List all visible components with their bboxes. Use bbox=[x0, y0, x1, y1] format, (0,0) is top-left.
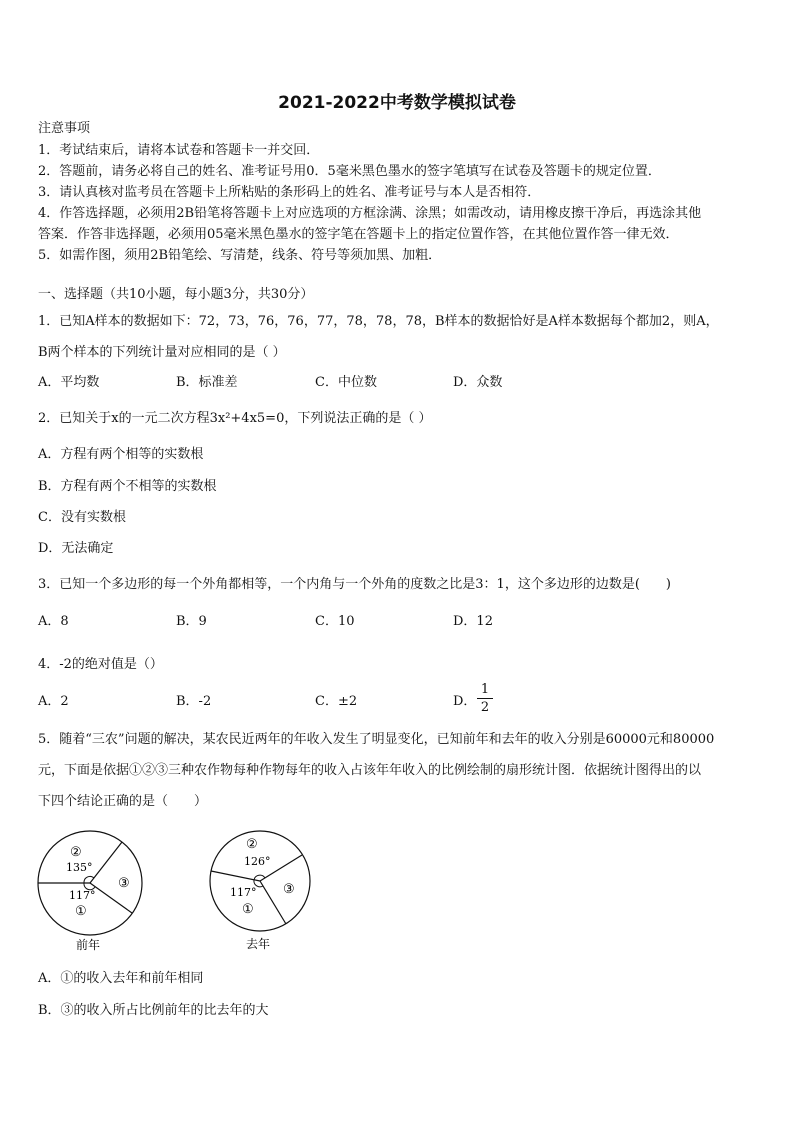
q5-option-b[interactable]: B．③的收入所占比例前年的比去年的大 bbox=[38, 1003, 269, 1018]
pie-chart-last-year bbox=[210, 831, 310, 951]
page-title: 2021-2022中考数学模拟试卷 bbox=[278, 93, 516, 113]
q4-option-d[interactable]: D． bbox=[453, 694, 477, 709]
slice-label-2: ② bbox=[70, 845, 82, 860]
q3-stem: 3．已知一个多边形的每一个外角都相等，一个内角与一个外角的度数之比是3：1，这个多边形的边数是( ) bbox=[38, 577, 671, 592]
angle-label: 126° bbox=[244, 855, 271, 868]
q4-option-b[interactable]: B．-2 bbox=[176, 694, 212, 709]
slice-label-3: ③ bbox=[283, 882, 295, 897]
notice-item: 1．考试结束后，请将本试卷和答题卡一并交回． bbox=[38, 143, 320, 158]
q2-option-a[interactable]: A．方程有两个相等的实数根 bbox=[38, 447, 204, 462]
q2-stem: 2．已知关于x的一元二次方程3x²+4x5=0，下列说法正确的是（ ） bbox=[38, 411, 432, 426]
q2-option-b[interactable]: B．方程有两个不相等的实数根 bbox=[38, 479, 217, 494]
slice-label-1: ① bbox=[75, 904, 87, 919]
angle-label: 117° bbox=[69, 889, 96, 902]
angle-label: 135° bbox=[66, 861, 93, 874]
notice-item: 5．如需作图，须用2B铅笔绘、写清楚，线条、符号等须加黑、加粗． bbox=[38, 248, 442, 263]
q1-stem: 1．已知A样本的数据如下：72，73，76，76，77，78，78，78，B样本的数据恰好是A样本数据每个都加2，则A， bbox=[38, 314, 719, 329]
notice-item: 3．请认真核对监考员在答题卡上所粘贴的条形码上的姓名、准考证号与本人是否相符． bbox=[38, 185, 541, 200]
pie-charts bbox=[30, 825, 350, 960]
q1-option-a[interactable]: A．平均数 bbox=[38, 375, 100, 390]
q5-stem: 下四个结论正确的是（ ） bbox=[38, 794, 208, 809]
q1-stem: B两个样本的下列统计量对应相同的是（ ） bbox=[38, 345, 286, 360]
notice-heading: 注意事项 bbox=[38, 121, 91, 136]
fraction-bar bbox=[477, 698, 493, 699]
q4-option-d-fraction bbox=[477, 682, 493, 715]
q2-option-c[interactable]: C．没有实数根 bbox=[38, 510, 126, 525]
notice-item: 4．作答选择题，必须用2B铅笔将答题卡上对应选项的方框涂满、涂黑；如需改动，请用橡皮擦干净后，再选涂其他 bbox=[38, 206, 702, 221]
angle-label: 117° bbox=[230, 886, 257, 899]
q2-option-d[interactable]: D．无法确定 bbox=[38, 541, 114, 556]
q3-option-c[interactable]: C．10 bbox=[315, 614, 355, 629]
pie-radius bbox=[211, 871, 260, 881]
q1-option-d[interactable]: D．众数 bbox=[453, 375, 503, 390]
q1-option-b[interactable]: B．标准差 bbox=[176, 375, 238, 390]
slice-label-2: ② bbox=[246, 837, 258, 852]
chart-caption: 去年 bbox=[246, 937, 271, 951]
q4-option-c[interactable]: C．±2 bbox=[315, 694, 358, 709]
notice-item: 答案．作答非选择题，必须用05毫米黑色墨水的签字笔在答题卡上的指定位置作答，在其他位置作答一律无效． bbox=[38, 227, 679, 242]
q1-option-c[interactable]: C．中位数 bbox=[315, 375, 377, 390]
notice-item: 2．答题前，请务必将自己的姓名、准考证号用0．5毫米黑色墨水的签字笔填写在试卷及答题卡的规定位置． bbox=[38, 164, 661, 179]
q3-option-d[interactable]: D．12 bbox=[453, 614, 493, 629]
q5-stem: 元，下面是依据①②③三种农作物每种作物每年的收入占该年年收入的比例绘制的扇形统计图．依据统计图得出的以 bbox=[38, 763, 702, 778]
section-title: 一、选择题（共10小题，每小题3分，共30分） bbox=[38, 287, 314, 302]
q3-option-b[interactable]: B．9 bbox=[176, 614, 207, 629]
q4-stem: 4．-2的绝对值是（） bbox=[38, 657, 163, 672]
slice-label-3: ③ bbox=[118, 876, 130, 891]
q5-option-a[interactable]: A．①的收入去年和前年相同 bbox=[38, 971, 204, 986]
q3-option-a[interactable]: A．8 bbox=[38, 614, 69, 629]
fraction-denominator: 2 bbox=[480, 700, 490, 715]
fraction-numerator: 1 bbox=[480, 682, 490, 697]
slice-label-1: ① bbox=[242, 902, 254, 917]
pie-chart-previous-year bbox=[38, 831, 142, 952]
q4-option-a[interactable]: A．2 bbox=[38, 694, 69, 709]
q5-stem: 5．随着“三农”问题的解决，某农民近两年的年收入发生了明显变化，已知前年和去年的收入分别是60000元和80000 bbox=[38, 732, 715, 747]
chart-caption: 前年 bbox=[76, 938, 101, 952]
